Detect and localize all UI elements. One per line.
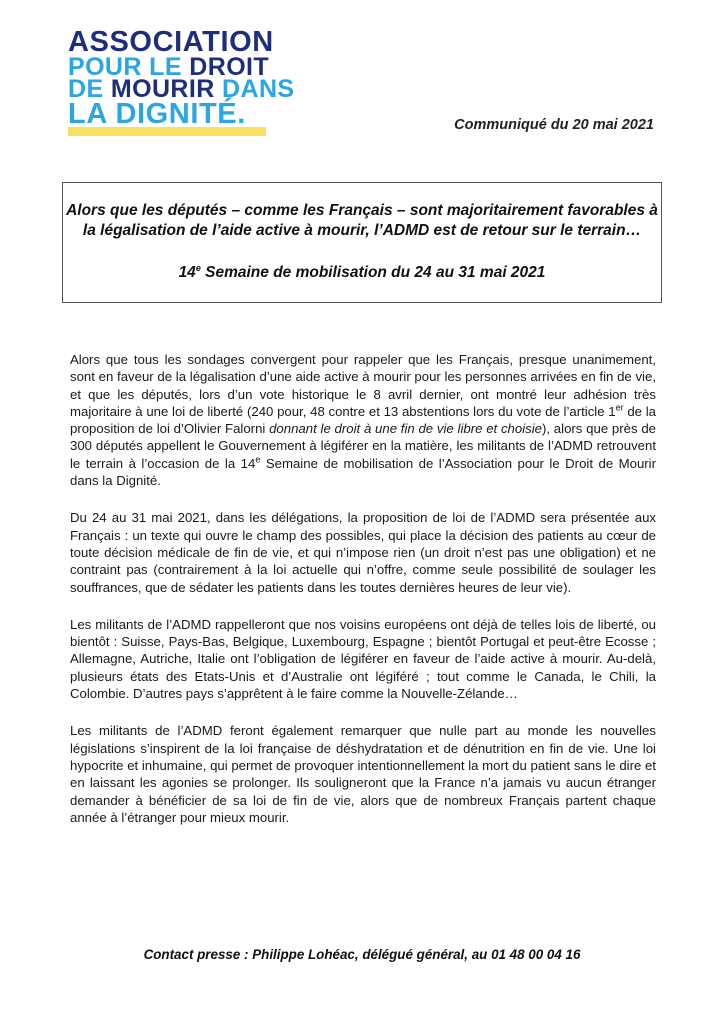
subtitle-number: 14 (178, 264, 196, 281)
logo-mourir: MOURIR (110, 75, 215, 103)
p1-part-b: de la proposition de loi d’Olivier Falorni (70, 403, 656, 437)
logo-de: DE (68, 75, 104, 103)
logo-la-dignite: LA DIGNITÉ (68, 98, 238, 130)
headline-subtitle (63, 263, 661, 283)
headline-box (62, 182, 662, 303)
logo-line-de-mourir-dans (68, 75, 295, 103)
logo-line-la-dignite (68, 100, 294, 128)
press-contact: Contact presse : Philippe Lohéac, délégué général, au 01 48 00 04 16 (143, 947, 581, 962)
logo-pour-le: POUR LE (68, 53, 182, 81)
paragraph-4: Les militants de l’ADMD feront également remarquer que nulle part au monde les nouvelles législations s’inspirent de la loi française de déshydratation et de dénutrition en fin de vie. Une loi hypocrite et inhumaine, qui permet de provoquer intentionnellement la mort du patient sans le dire et en laissant les agonies se prolonger. Ils souligneront que la France n’a jamais vu aucun étranger demander à bénéficier de sa loi de fin de vie, alors que de nombreux Français partent chaque année à l’étranger pour mieux mourir. (70, 723, 656, 825)
p1-part-a: Alors que tous les sondages convergent pour rappeler que les Français, presque unanimement, sont en faveur de la légalisation d’une aide active à mourir pour les personnes arrivées en fin de vie, et que les députés, lors d’un vote historique le 8 avril dernier, ont montré leur adhésion très majoritaire à une loi de liberté (240 pour, 48 contre et 13 abstentions lors du vote de l’article 1 (70, 352, 656, 419)
press-release-body (70, 351, 656, 846)
p1-part-d: Semaine de mobilisation de l’Association pour le Droit de Mourir dans la Dignité. (70, 455, 656, 489)
headline-line-2: la légalisation de l’aide active à mourir, l’ADMD est de retour sur le terrain… (82, 222, 642, 239)
logo-dot: . (237, 98, 246, 130)
paragraph-2: Du 24 au 31 mai 2021, dans les délégations, la proposition de loi de l’ADMD sera présentée aux Français : un texte qui ouvre le champ des possibles, qui place la décision des patients au cœur de toute décision médicale de fin de vie, et qui n’impose rien (un droit n’est pas une obligation) et ne contraint pas (contrairement à la loi actuelle qui n’offre, comme seule possibilité de soulager les souffrances, que de sédater les patients dans les toutes dernières heures de leur vie). (70, 510, 656, 595)
subtitle-rest: Semaine de mobilisation du 24 au 31 mai 2021 (200, 264, 546, 281)
p1-italic-title: donnant le droit à une fin de vie libre et choisie (269, 421, 542, 437)
p1-part-c: ), alors que près de 300 députés appellent le Gouvernement à légiférer en la matière, les militants de l’ADMD retrouvent le terrain à l’occasion de la 14 (70, 421, 656, 471)
p1-superscript-2: e (255, 454, 261, 465)
paragraph-1 (70, 351, 656, 489)
logo-dans: DANS (222, 75, 295, 103)
p1-superscript-1: er (615, 402, 624, 413)
headline-line-1: Alors que les députés – comme les Français – sont majoritairement favorables à (66, 202, 658, 219)
paragraph-3: Les militants de l’ADMD rappelleront que nos voisins européens ont déjà de telles lois de liberté, ou bientôt : Suisse, Pays-Bas, Belgique, Luxembourg, Espagne ; bientôt Portugal et peut-être Ecosse ; Allemagne, Autriche, Italie ont l’obligation de légiférer en faveur de l’aide active à mourir. Au-delà, plusieurs états des Etats-Unis et d’Australie ont légiféré ; tout comme le Canada, le Chili, la Colombie. D’autres pays s’apprêtent à le faire comme la Nouvelle-Zélande… (70, 616, 656, 702)
press-release-date: Communiqué du 20 mai 2021 (454, 117, 654, 133)
association-logo (68, 28, 294, 128)
logo-line-association: ASSOCIATION (68, 26, 274, 58)
logo-droit: DROIT (189, 53, 270, 81)
subtitle-superscript: e (195, 262, 201, 273)
